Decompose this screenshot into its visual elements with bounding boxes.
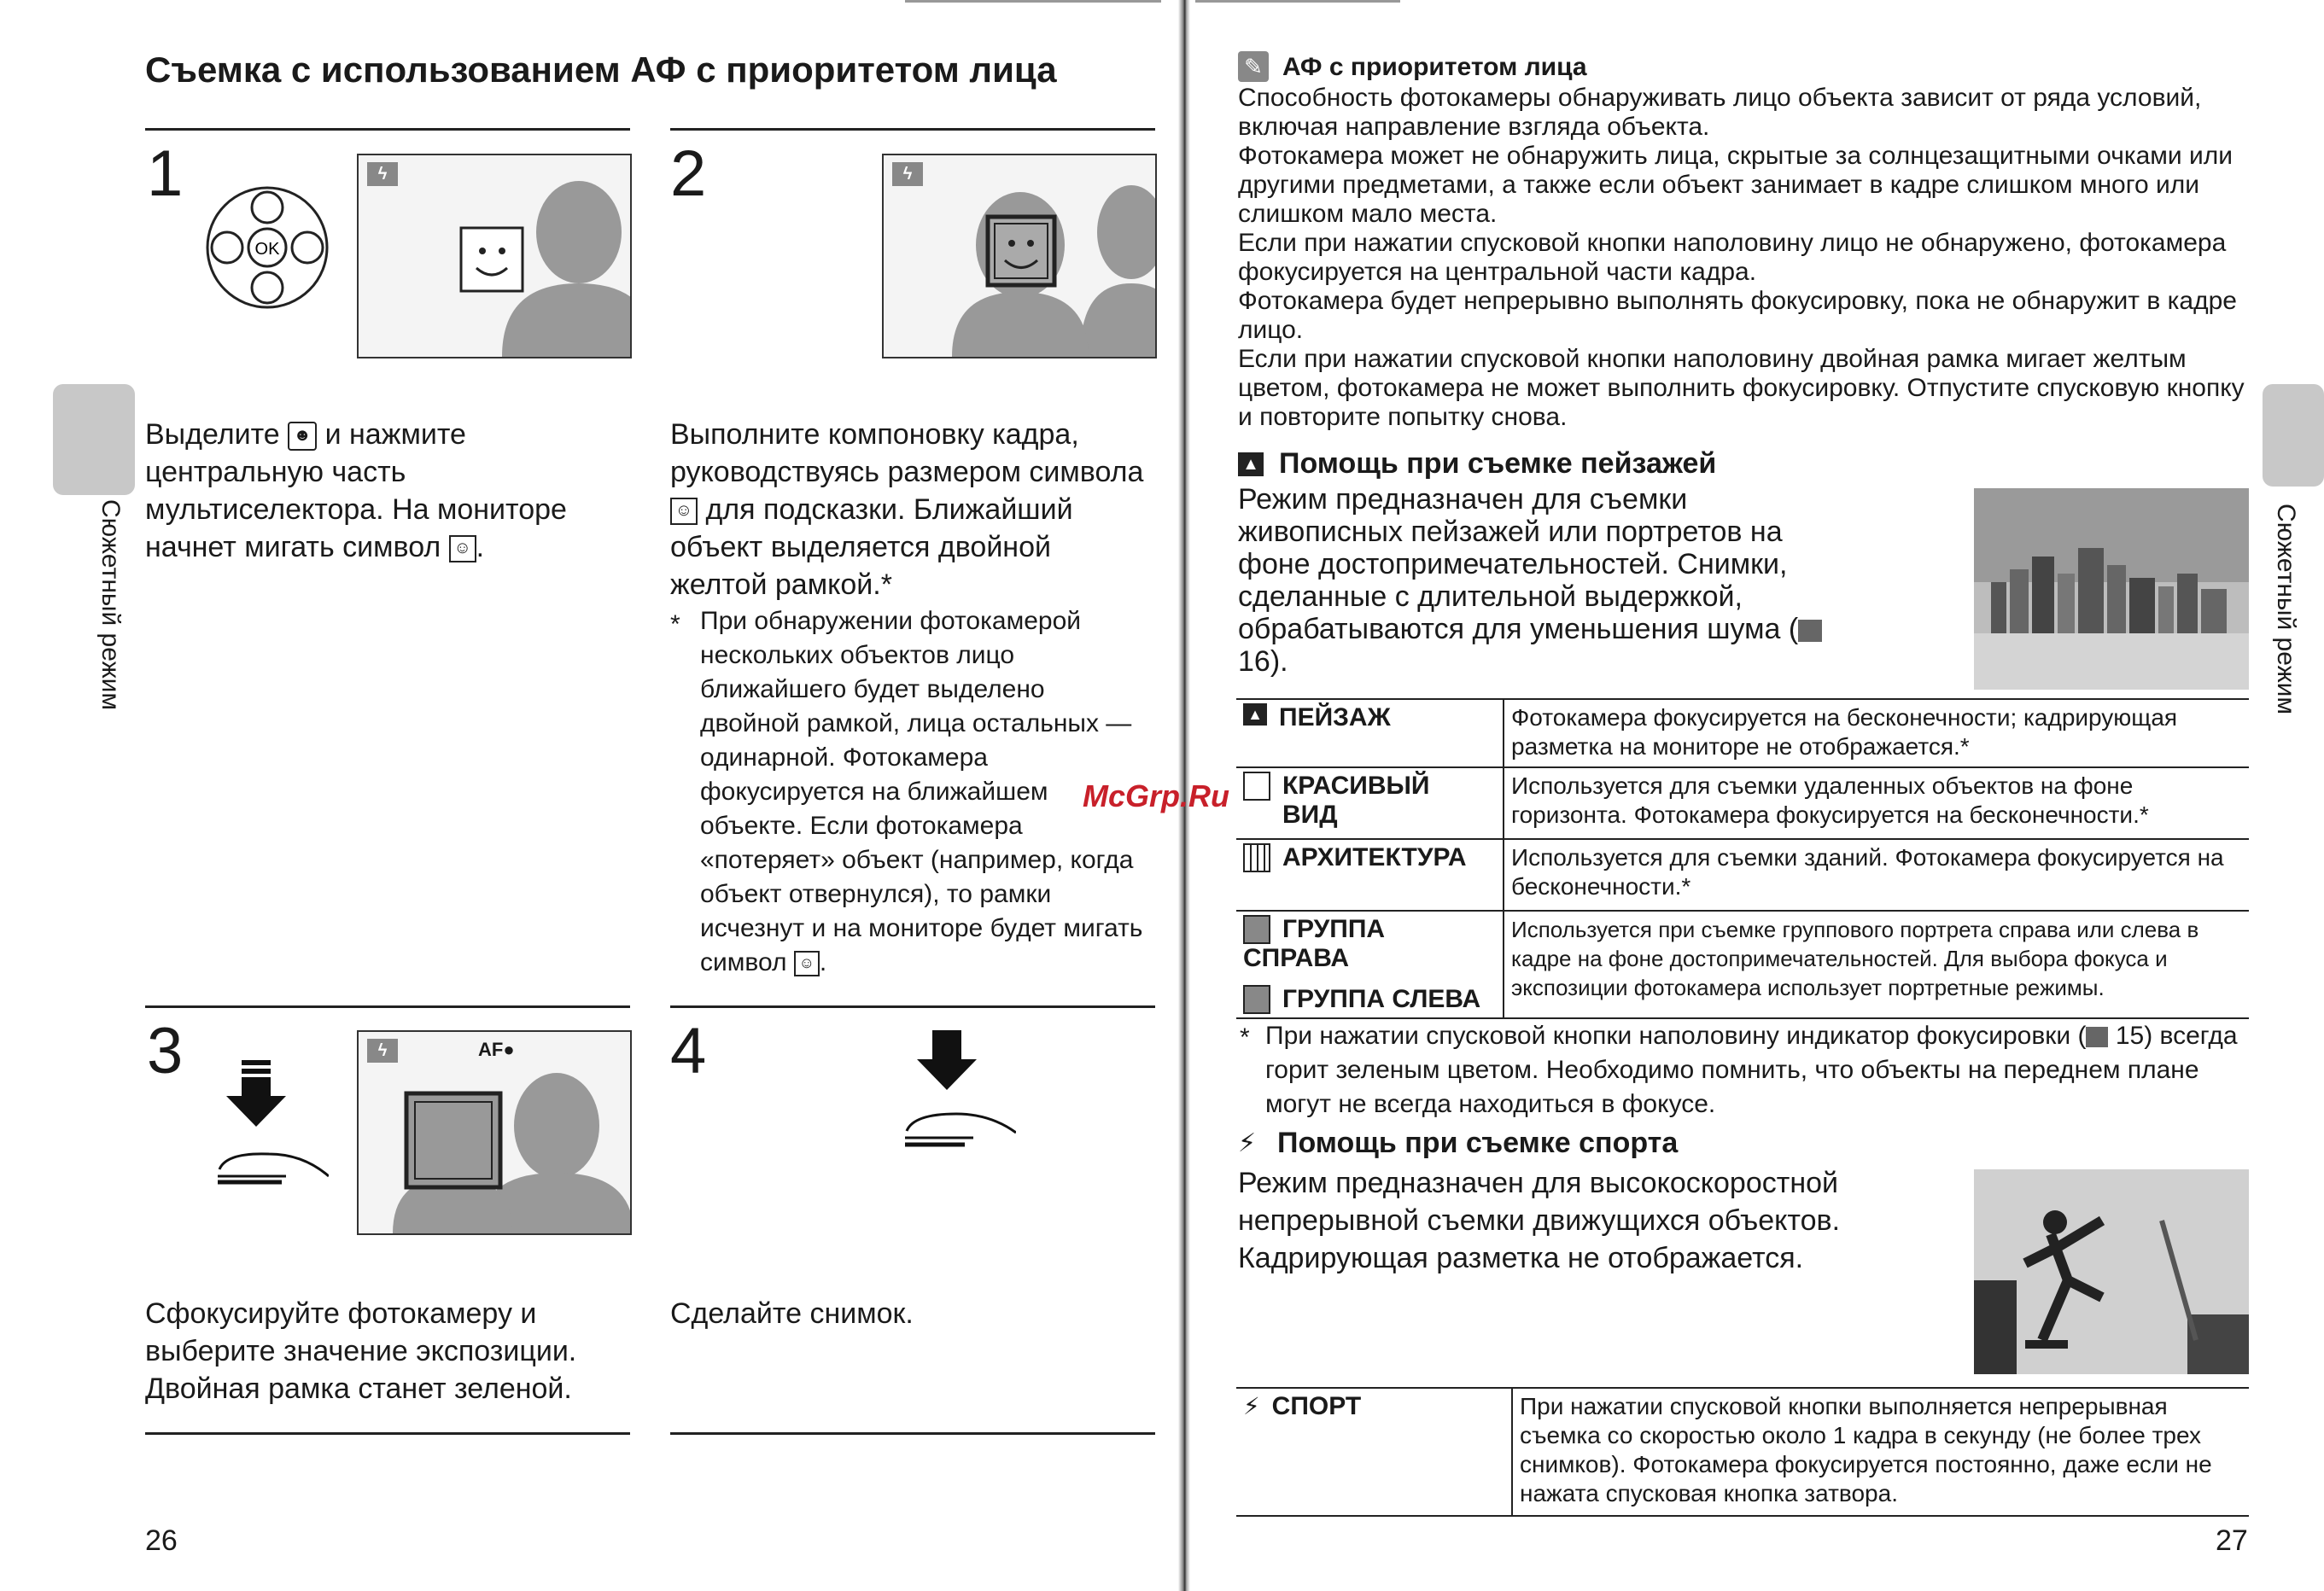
table-row xyxy=(1236,1388,2249,1516)
footnote-page-ref: 15 xyxy=(2115,1022,2145,1050)
step4-text: Сделайте снимок. xyxy=(670,1297,914,1330)
note-paragraph: Фотокамера может не обнаружить лица, скрытые за солнцезащитными очками или другими предметами, а также если объект занимает в кадре слишком много или слишком мало места. xyxy=(1238,142,2233,228)
face-priority-icon: ☻ xyxy=(288,422,317,451)
step3-monitor xyxy=(357,1030,632,1235)
face-frame-icon: ☺ xyxy=(794,951,820,976)
landscape-photo xyxy=(1974,488,2249,690)
step1-number: 1 xyxy=(147,137,184,210)
step2-text-a: Выполните компоновку кадра, руководствуясь размером символа xyxy=(670,418,1144,488)
half-press-shutter-icon xyxy=(201,1058,329,1186)
footnote-mark: * xyxy=(1240,1023,1250,1052)
mode-description: Фотокамера фокусируется на бесконечности; кадрирующая разметка на мониторе не отображается.* xyxy=(1504,699,2249,767)
step2-note-a: При обнаружении фотокамерой нескольких объектов лицо ближайшего будет выделено двойной рамкой, лица остальных — одинарной. Фотокамера фокусируется на ближайшем объекте. Если фотокамера «потеряет» объект (например, когда объект отвернулся), то рамки исчезнут и на мониторе будет мигать символ xyxy=(700,607,1143,976)
step2-note-mark: * xyxy=(670,610,680,638)
step2-scene xyxy=(884,155,1155,357)
scenic-view-icon xyxy=(1243,772,1270,801)
step2-text-b: для подсказки. Ближайший объект выделяется двойной желтой рамкой.* xyxy=(670,493,1073,601)
landscape-text-a: Режим предназначен для съемки живописных пейзажей или портретов на фоне достопримечательностей. Снимки, сделанные с длительной выдержкой, обрабатываются для уменьшения шума ( xyxy=(1238,483,1799,645)
landscape-heading: Помощь при съемке пейзажей xyxy=(1279,447,1717,480)
step1-text-end: . xyxy=(476,531,485,563)
top-line-right xyxy=(1195,0,1400,3)
mode-name: СПОРТ xyxy=(1271,1392,1362,1420)
mode-name: ГРУППА СЛЕВА xyxy=(1282,985,1481,1013)
step1-text-b: и нажмите центральную часть мультиселектора. На мониторе начнет мигать символ xyxy=(145,418,567,563)
step3-scene xyxy=(359,1032,630,1233)
step2-note-end: . xyxy=(819,948,827,976)
flash-icon: ϟ xyxy=(367,162,398,186)
landscape-icon: ▲ xyxy=(1238,452,1264,476)
landscape-text-end: ). xyxy=(1270,645,1288,678)
note-paragraph: Если при нажатии спусковой кнопки наполовину лицо не обнаружено, фотокамера фокусируется на центральной части кадра. xyxy=(1238,229,2227,286)
note-title: АФ с приоритетом лица xyxy=(1282,53,1587,81)
mode-description: Используется для съемки удаленных объектов на фоне горизонта. Фотокамера фокусируется на бесконечности.* xyxy=(1504,767,2249,839)
step1-scene xyxy=(359,155,630,357)
sport-photo xyxy=(1974,1169,2249,1374)
multiselector-ok-label: OK xyxy=(254,240,280,259)
step1-text xyxy=(145,416,623,566)
mode-name: ПЕЙЗАЖ xyxy=(1279,703,1391,731)
note-paragraph: Способность фотокамеры обнаруживать лицо объекта зависит от ряда условий, включая направление взгляда объекта. xyxy=(1238,84,2202,141)
step4-rule xyxy=(670,1005,1155,1008)
page-ref-icon xyxy=(1798,620,1822,642)
page-number-left: 26 xyxy=(145,1524,178,1557)
note-paragraph: Если при нажатии спусковой кнопки наполовину двойная рамка мигает желтым цветом, фотокамера не может выполнить фокусировку. Отпустите спусковую кнопку и повторите попытку снова. xyxy=(1238,345,2245,431)
step1-monitor xyxy=(357,154,632,358)
side-label-right: Сюжетный режим xyxy=(2272,504,2300,715)
note-paragraph: Фотокамера будет непрерывно выполнять фокусировку, пока не обнаружит в кадре лицо. xyxy=(1238,287,2237,344)
step2-text xyxy=(670,416,1148,603)
page-number-right: 27 xyxy=(2216,1524,2248,1557)
group-right-icon xyxy=(1243,915,1270,944)
full-press-shutter-icon xyxy=(879,1029,1016,1157)
pencil-note-icon: ✎ xyxy=(1238,51,1269,82)
footnote-text-b: ) всегда горит зеленым цветом. Необходимо помнить, что объекты на переднем плане могут не всегда находиться в фокусе. xyxy=(1265,1022,2238,1118)
sport-mode-table xyxy=(1236,1387,2249,1517)
step1-rule xyxy=(145,128,630,131)
mode-description: Используется для съемки зданий. Фотокамера фокусируется на бесконечности.* xyxy=(1504,839,2249,911)
architecture-icon xyxy=(1243,843,1270,872)
flash-icon: ϟ xyxy=(892,162,923,186)
face-frame-icon: ☺ xyxy=(449,535,476,562)
step2-rule xyxy=(670,128,1155,131)
multiselector-icon xyxy=(203,184,331,312)
watermark: McGrp.Ru xyxy=(1083,778,1230,813)
face-frame-icon: ☺ xyxy=(670,498,698,525)
step2-note xyxy=(700,604,1144,980)
step3-bottom-rule xyxy=(145,1432,630,1435)
step4-bottom-rule xyxy=(670,1432,1155,1435)
table-row xyxy=(1236,699,2249,767)
mode-name: ГРУППА СПРАВА xyxy=(1243,915,1386,972)
landscape-page-ref: 16 xyxy=(1238,645,1270,678)
sport-text: Режим предназначен для высокоскоростной непрерывной съемки движущихся объектов. Кадрирующая разметка не отображается. xyxy=(1238,1167,1841,1274)
landscape-modes-table xyxy=(1236,698,2249,1019)
table-row xyxy=(1236,767,2249,839)
mode-description: При нажатии спусковой кнопки выполняется непрерывная съемка со скоростью около 1 кадра в секунду (не более трех снимков). Фотокамера фокусируется постоянно, даже если не нажата спусковая кнопка затвора. xyxy=(1512,1388,2249,1516)
mode-description: Используется при съемке группового портрета справа или слева в кадре на фоне достопримечательностей. Для выбора фокуса и экспозиции фотокамера использует портретные режимы. xyxy=(1504,911,2249,1018)
side-tab-right xyxy=(2263,384,2324,487)
page-title: Съемка с использованием АФ с приоритетом лица xyxy=(145,50,1057,90)
footnote-text xyxy=(1265,1019,2247,1122)
page-ref-icon xyxy=(2086,1027,2108,1047)
step3-rule xyxy=(145,1005,630,1008)
footnote-text-a: При нажатии спусковой кнопки наполовину индикатор фокусировки ( xyxy=(1265,1022,2087,1050)
step4-number: 4 xyxy=(670,1015,707,1087)
step3-number: 3 xyxy=(147,1015,184,1087)
table-row xyxy=(1236,839,2249,911)
mode-name: КРАСИВЫЙ ВИД xyxy=(1282,772,1430,829)
flash-icon: ϟ xyxy=(367,1039,398,1063)
landscape-text xyxy=(1238,483,1844,678)
table-row xyxy=(1236,911,2249,1018)
step2-number: 2 xyxy=(670,137,707,210)
mode-name: АРХИТЕКТУРА xyxy=(1282,843,1467,871)
sport-mode-icon: ⚡ xyxy=(1243,1393,1260,1419)
note-body xyxy=(1238,84,2245,432)
side-label-left: Сюжетный режим xyxy=(96,499,125,711)
af-indicator: AF● xyxy=(478,1039,515,1060)
side-tab-left xyxy=(53,384,135,495)
sport-icon: ⚡ xyxy=(1238,1129,1257,1157)
step3-text: Сфокусируйте фотокамеру и выберите значение экспозиции. Двойная рамка станет зеленой. xyxy=(145,1297,577,1405)
group-left-icon xyxy=(1243,985,1270,1014)
step1-text-a: Выделите xyxy=(145,418,280,451)
landscape-mode-icon: ▲ xyxy=(1243,703,1267,726)
top-line-left xyxy=(905,0,1161,3)
sport-heading: Помощь при съемке спорта xyxy=(1277,1127,1679,1159)
step2-monitor xyxy=(882,154,1157,358)
